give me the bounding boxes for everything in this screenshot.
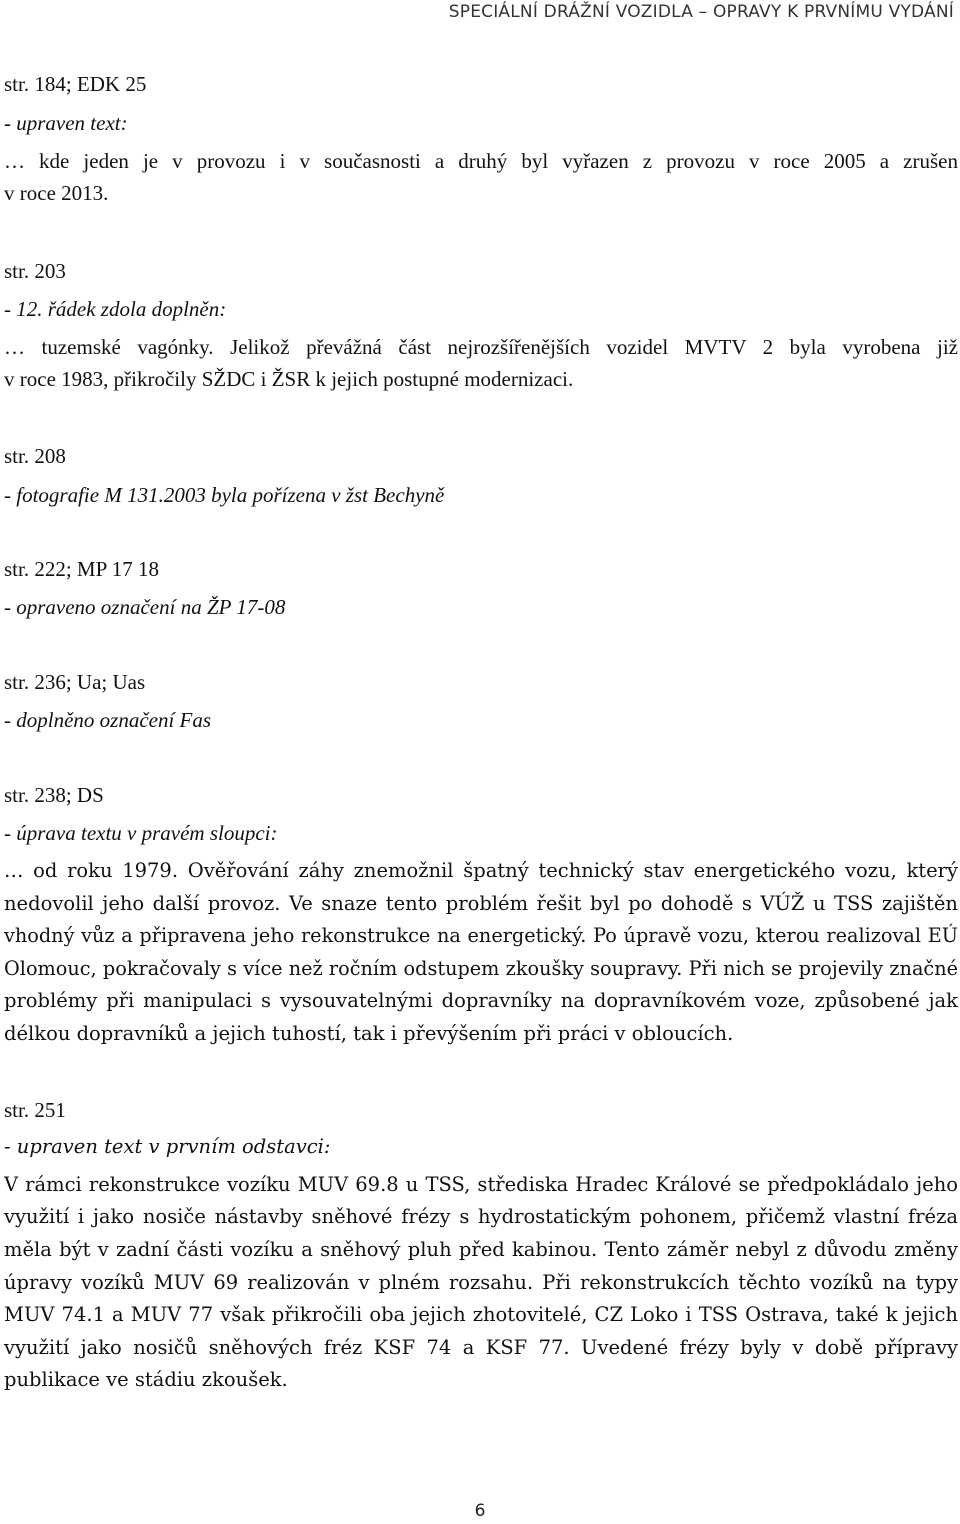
- section-note-251: - upraven text v prvním odstavci:: [4, 1135, 331, 1158]
- section-ref-203: str. 203: [4, 259, 66, 283]
- section-ref-236: str. 236; Ua; Uas: [4, 670, 146, 694]
- text-line: v roce 2013.: [4, 181, 109, 205]
- section-ref-208: str. 208: [4, 444, 66, 468]
- text-line: … tuzemské vagónky. Jelikož převážná část nejrozšířenějších vozidel MVTV 2 byla vyrobena již: [4, 335, 958, 359]
- text-line: … od roku 1979. Ověřování záhy znemožnil špatný technický stav energetického vozu, který: [4, 859, 958, 882]
- text-line: V rámci rekonstrukce vozíku MUV 69.8 u TSS, střediska Hradec Králové se předpokládalo jeho: [4, 1173, 958, 1196]
- section-note-236: - doplněno označení Fas: [4, 708, 212, 732]
- section-note-222: - opraveno označení na ŽP 17-08: [4, 595, 286, 619]
- text-line: úpravy vozíků MUV 69 realizován v plném rozsahu. Při rekonstrukcích těchto vozíků na typy: [4, 1271, 958, 1294]
- text-line: … kde jeden je v provozu i v současnosti a druhý byl vyřazen z provozu v roce 2005 a zrušen: [4, 149, 958, 173]
- text-line: publikace ve stádiu zkoušek.: [4, 1368, 288, 1391]
- page-number: 6: [474, 1501, 486, 1521]
- text-line: vhodný vůz a připravena jeho rekonstrukce na energetický. Po úpravě vozu, kterou realizoval EÚ: [4, 924, 958, 947]
- section-ref-184: str. 184; EDK 25: [4, 72, 147, 96]
- text-line: problémy při manipulaci s vysouvatelnými dopravníky na dopravníkovém voze, způsobené jak: [4, 989, 958, 1012]
- section-note-208: - fotografie M 131.2003 byla pořízena v žst Bechyně: [4, 483, 445, 507]
- text-line: Olomouc, pokračovaly s více než ročním odstupem zkoušky soupravy. Při nich se projevily značné: [4, 957, 958, 980]
- section-ref-251: str. 251: [4, 1098, 66, 1122]
- section-ref-222: str. 222; MP 17 18: [4, 557, 159, 581]
- section-ref-238: str. 238; DS: [4, 783, 104, 807]
- text-line: MUV 74.1 a MUV 77 však přikročili oba jejich zhotovitelé, CZ Loko i TSS Ostrava, také k jejich: [4, 1303, 958, 1326]
- text-line: využití i jako nosiče nástavby sněhové frézy s hydrostatickým pohonem, přičemž vlastní fréza: [4, 1205, 958, 1228]
- text-line: využití jako nosičů sněhových fréz KSF 74 a KSF 77. Uvedené frézy byly v době přípravy: [4, 1336, 958, 1359]
- section-note-238: - úprava textu v pravém sloupci:: [4, 821, 278, 845]
- text-line: měla být v zadní části vozíku a sněhový pluh před kabinou. Tento záměr nebyl z důvodu změny: [4, 1238, 958, 1261]
- text-line: délkou dopravníků a jejich tuhostí, tak i převýšením při práci v obloucích.: [4, 1022, 734, 1045]
- text-line: v roce 1983, přikročily SŽDC i ŽSR k jejich postupné modernizaci.: [4, 367, 574, 391]
- running-header: SPECIÁLNÍ DRÁŽNÍ VOZIDLA – OPRAVY K PRVNÍMU VYDÁNÍ: [448, 2, 954, 22]
- text-line: nedovolil jeho další provoz. Ve snaze tento problém řešit byl po dohodě s VÚŽ u TSS zajištěn: [4, 892, 958, 915]
- section-note-203: - 12. řádek zdola doplněn:: [4, 297, 227, 321]
- section-note-184: - upraven text:: [4, 111, 128, 135]
